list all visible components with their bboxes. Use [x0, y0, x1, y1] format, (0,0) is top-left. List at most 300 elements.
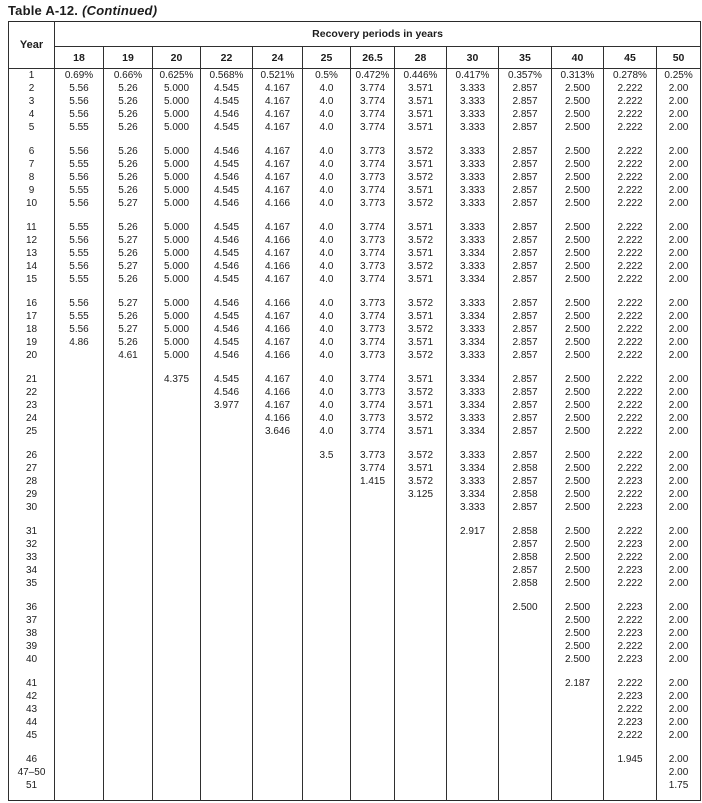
value-cell: 2.00 [657, 475, 701, 488]
spacer-cell [104, 134, 153, 145]
value-cell: 2.222 [604, 425, 657, 438]
value-cell: 5.000 [153, 158, 201, 171]
spacer-cell [9, 438, 55, 449]
spacer-cell [201, 590, 253, 601]
spacer-cell [9, 590, 55, 601]
value-cell: 2.00 [657, 640, 701, 653]
year-cell: 32 [9, 538, 55, 551]
value-cell: 3.333 [447, 297, 499, 310]
value-cell [153, 399, 201, 412]
value-cell: 2.500 [552, 412, 604, 425]
value-cell: 5.000 [153, 171, 201, 184]
value-cell [104, 449, 153, 462]
value-cell: 2.00 [657, 247, 701, 260]
spacer-cell [9, 362, 55, 373]
value-cell [153, 601, 201, 614]
value-cell: 2.857 [499, 501, 552, 514]
table-row [9, 171, 701, 184]
value-cell: 0.417% [447, 69, 499, 83]
column-header: 25 [303, 47, 351, 69]
value-cell: 5.26 [104, 145, 153, 158]
value-cell [201, 677, 253, 690]
spacer-cell [657, 286, 701, 297]
spacer-cell [253, 792, 303, 801]
value-cell: 4.166 [253, 386, 303, 399]
column-header: 40 [552, 47, 604, 69]
value-cell [153, 779, 201, 792]
spacer-cell [552, 792, 604, 801]
value-cell: 4.545 [201, 373, 253, 386]
spacer-cell [104, 514, 153, 525]
value-cell: 3.333 [447, 184, 499, 197]
value-cell: 2.857 [499, 564, 552, 577]
value-cell: 2.00 [657, 653, 701, 666]
value-cell: 3.333 [447, 323, 499, 336]
value-cell: 2.500 [552, 171, 604, 184]
value-cell: 3.334 [447, 310, 499, 323]
value-cell: 5.000 [153, 247, 201, 260]
value-cell: 2.00 [657, 753, 701, 766]
table-row [9, 577, 701, 590]
value-cell: 2.500 [552, 310, 604, 323]
spacer-cell [499, 134, 552, 145]
value-cell [104, 779, 153, 792]
value-cell: 5.56 [55, 95, 104, 108]
year-cell: 41 [9, 677, 55, 690]
value-cell [351, 488, 395, 501]
value-cell [104, 412, 153, 425]
value-cell [351, 564, 395, 577]
value-cell [153, 677, 201, 690]
value-cell: 0.313% [552, 69, 604, 83]
year-cell: 12 [9, 234, 55, 247]
value-cell: 4.545 [201, 95, 253, 108]
spacer-cell [153, 362, 201, 373]
value-cell: 2.857 [499, 273, 552, 286]
value-cell: 4.166 [253, 323, 303, 336]
value-cell [499, 690, 552, 703]
value-cell [303, 627, 351, 640]
value-cell: 2.00 [657, 386, 701, 399]
table-row [9, 614, 701, 627]
spacer-cell [104, 210, 153, 221]
value-cell [447, 716, 499, 729]
year-cell: 27 [9, 462, 55, 475]
value-cell: 3.572 [395, 349, 447, 362]
value-cell [447, 627, 499, 640]
value-cell: 4.167 [253, 121, 303, 134]
table-row [9, 234, 701, 247]
value-cell: 5.55 [55, 184, 104, 197]
value-cell: 3.333 [447, 349, 499, 362]
value-cell: 2.222 [604, 323, 657, 336]
value-cell [303, 551, 351, 564]
value-cell [395, 538, 447, 551]
value-cell: 3.773 [351, 323, 395, 336]
value-cell: 2.500 [552, 538, 604, 551]
spacer-cell [657, 792, 701, 801]
value-cell: 5.000 [153, 297, 201, 310]
value-cell: 5.26 [104, 171, 153, 184]
value-cell [55, 640, 104, 653]
spacer-cell [201, 134, 253, 145]
value-cell: 2.00 [657, 703, 701, 716]
value-cell [104, 640, 153, 653]
column-header: 24 [253, 47, 303, 69]
value-cell: 3.774 [351, 82, 395, 95]
spacer-cell [55, 514, 104, 525]
value-cell [253, 766, 303, 779]
value-cell [153, 425, 201, 438]
value-cell: 3.977 [201, 399, 253, 412]
value-cell [104, 577, 153, 590]
value-cell: 2.222 [604, 577, 657, 590]
value-cell: 2.00 [657, 184, 701, 197]
value-cell: 3.571 [395, 108, 447, 121]
value-cell: 2.00 [657, 677, 701, 690]
value-cell [303, 779, 351, 792]
value-cell: 3.333 [447, 260, 499, 273]
value-cell: 3.334 [447, 425, 499, 438]
value-cell [55, 475, 104, 488]
value-cell [351, 538, 395, 551]
value-cell [447, 753, 499, 766]
value-cell: 2.500 [552, 551, 604, 564]
value-cell [303, 690, 351, 703]
value-cell: 2.857 [499, 323, 552, 336]
column-header: 20 [153, 47, 201, 69]
value-cell: 5.000 [153, 197, 201, 210]
value-cell: 3.333 [447, 501, 499, 514]
value-cell: 4.545 [201, 310, 253, 323]
value-cell [201, 716, 253, 729]
value-cell [351, 766, 395, 779]
value-cell [253, 779, 303, 792]
table-row [9, 627, 701, 640]
spacer-cell [104, 362, 153, 373]
value-cell: 3.333 [447, 197, 499, 210]
spacer-cell [447, 134, 499, 145]
table-row [9, 386, 701, 399]
value-cell: 2.857 [499, 538, 552, 551]
year-cell: 23 [9, 399, 55, 412]
value-cell [201, 538, 253, 551]
value-cell: 3.774 [351, 184, 395, 197]
value-cell: 4.167 [253, 184, 303, 197]
value-cell: 5.000 [153, 95, 201, 108]
value-cell: 3.773 [351, 297, 395, 310]
table-row [9, 69, 701, 83]
value-cell: 3.571 [395, 184, 447, 197]
value-cell: 2.222 [604, 488, 657, 501]
column-header: 30 [447, 47, 499, 69]
spacer-cell [657, 210, 701, 221]
value-cell: 2.222 [604, 386, 657, 399]
spacer-cell [55, 742, 104, 753]
spacer-cell [552, 666, 604, 677]
value-cell [253, 525, 303, 538]
spacer-cell [657, 362, 701, 373]
value-cell [55, 779, 104, 792]
spacer-cell [552, 742, 604, 753]
value-cell [253, 690, 303, 703]
value-cell [55, 627, 104, 640]
value-cell: 2.00 [657, 221, 701, 234]
value-cell: 5.000 [153, 336, 201, 349]
value-cell: 2.500 [552, 336, 604, 349]
value-cell: 3.333 [447, 82, 499, 95]
spacer-cell [303, 590, 351, 601]
value-cell: 2.500 [552, 273, 604, 286]
value-cell: 2.00 [657, 614, 701, 627]
value-cell: 4.545 [201, 82, 253, 95]
value-cell: 3.773 [351, 349, 395, 362]
table-row [9, 197, 701, 210]
value-cell: 3.571 [395, 373, 447, 386]
value-cell: 2.222 [604, 158, 657, 171]
value-cell: 3.334 [447, 247, 499, 260]
year-cell: 1 [9, 69, 55, 83]
table-header [9, 22, 701, 69]
value-cell [395, 729, 447, 742]
spacer-cell [303, 792, 351, 801]
spacer-cell [9, 134, 55, 145]
value-cell: 2.222 [604, 247, 657, 260]
value-cell [201, 551, 253, 564]
spacer-cell [395, 210, 447, 221]
value-cell: 4.0 [303, 425, 351, 438]
value-cell: 2.222 [604, 462, 657, 475]
table-row [9, 779, 701, 792]
year-cell: 26 [9, 449, 55, 462]
spacer-cell [395, 134, 447, 145]
value-cell: 2.222 [604, 677, 657, 690]
value-cell: 2.500 [552, 95, 604, 108]
value-cell [153, 703, 201, 716]
spacer-cell [201, 666, 253, 677]
value-cell: 5.26 [104, 184, 153, 197]
value-cell [201, 475, 253, 488]
value-cell: 4.167 [253, 336, 303, 349]
value-cell: 3.333 [447, 412, 499, 425]
value-cell: 2.857 [499, 82, 552, 95]
value-cell: 4.0 [303, 349, 351, 362]
value-cell: 2.00 [657, 121, 701, 134]
value-cell [55, 501, 104, 514]
spacer-cell [447, 742, 499, 753]
table-row [9, 373, 701, 386]
value-cell: 3.571 [395, 425, 447, 438]
spacer-cell [395, 742, 447, 753]
value-cell [153, 627, 201, 640]
value-cell [351, 614, 395, 627]
value-cell: 2.00 [657, 373, 701, 386]
value-cell: 2.500 [552, 108, 604, 121]
year-cell: 2 [9, 82, 55, 95]
value-cell: 2.500 [552, 184, 604, 197]
value-cell: 5.26 [104, 336, 153, 349]
value-cell: 2.858 [499, 525, 552, 538]
value-cell: 2.00 [657, 82, 701, 95]
spacer-cell [657, 438, 701, 449]
recovery-periods-header: Recovery periods in years [55, 22, 701, 47]
year-cell: 20 [9, 349, 55, 362]
spacer-cell [303, 210, 351, 221]
value-cell: 2.857 [499, 95, 552, 108]
value-cell [395, 677, 447, 690]
value-cell: 3.334 [447, 373, 499, 386]
value-cell: 5.000 [153, 260, 201, 273]
value-cell: 2.00 [657, 349, 701, 362]
year-cell: 9 [9, 184, 55, 197]
value-cell: 5.26 [104, 247, 153, 260]
year-cell: 8 [9, 171, 55, 184]
value-cell: 2.500 [552, 449, 604, 462]
value-cell: 5.26 [104, 158, 153, 171]
value-cell [153, 501, 201, 514]
value-cell: 0.5% [303, 69, 351, 83]
spacer-cell [253, 666, 303, 677]
value-cell: 4.0 [303, 247, 351, 260]
value-cell [104, 399, 153, 412]
value-cell: 3.774 [351, 399, 395, 412]
value-cell [351, 677, 395, 690]
value-cell: 5.55 [55, 247, 104, 260]
value-cell [395, 703, 447, 716]
column-header: 22 [201, 47, 253, 69]
value-cell: 2.222 [604, 108, 657, 121]
value-cell: 5.26 [104, 310, 153, 323]
value-cell [447, 564, 499, 577]
value-cell: 3.572 [395, 449, 447, 462]
value-cell: 4.0 [303, 386, 351, 399]
year-cell: 10 [9, 197, 55, 210]
value-cell: 2.500 [552, 323, 604, 336]
value-cell [104, 690, 153, 703]
spacer-cell [395, 666, 447, 677]
value-cell: 5.000 [153, 145, 201, 158]
value-cell: 4.546 [201, 349, 253, 362]
value-cell: 4.546 [201, 171, 253, 184]
value-cell [153, 564, 201, 577]
value-cell: 5.26 [104, 95, 153, 108]
year-cell: 22 [9, 386, 55, 399]
spacer-cell [395, 362, 447, 373]
value-cell: 4.166 [253, 297, 303, 310]
value-cell: 2.00 [657, 412, 701, 425]
value-cell: 3.571 [395, 158, 447, 171]
spacer-cell [552, 590, 604, 601]
value-cell [253, 577, 303, 590]
value-cell: 2.222 [604, 297, 657, 310]
spacer-cell [55, 792, 104, 801]
value-cell: 4.545 [201, 158, 253, 171]
value-cell [351, 653, 395, 666]
value-cell: 4.0 [303, 399, 351, 412]
year-cell: 4 [9, 108, 55, 121]
value-cell [395, 525, 447, 538]
value-cell: 3.773 [351, 386, 395, 399]
table-row [9, 462, 701, 475]
year-cell: 16 [9, 297, 55, 310]
value-cell [253, 488, 303, 501]
table-title-continued: (Continued) [82, 3, 158, 18]
spacer-cell [303, 286, 351, 297]
value-cell: 3.774 [351, 273, 395, 286]
value-cell [552, 690, 604, 703]
value-cell [153, 614, 201, 627]
value-cell: 5.000 [153, 273, 201, 286]
value-cell [104, 488, 153, 501]
column-header: 35 [499, 47, 552, 69]
spacer-cell [153, 514, 201, 525]
value-cell: 3.571 [395, 336, 447, 349]
value-cell: 1.415 [351, 475, 395, 488]
value-cell: 2.222 [604, 703, 657, 716]
value-cell [153, 412, 201, 425]
value-cell: 4.546 [201, 260, 253, 273]
value-cell: 3.572 [395, 475, 447, 488]
value-cell [395, 551, 447, 564]
value-cell: 2.857 [499, 475, 552, 488]
value-cell [55, 577, 104, 590]
value-cell: 5.000 [153, 121, 201, 134]
value-cell: 2.500 [552, 462, 604, 475]
value-cell [303, 729, 351, 742]
value-cell [499, 766, 552, 779]
spacer-cell [253, 286, 303, 297]
value-cell [55, 766, 104, 779]
spacer-cell [604, 742, 657, 753]
value-cell: 2.222 [604, 449, 657, 462]
value-cell [104, 677, 153, 690]
value-cell: 2.00 [657, 158, 701, 171]
spacer-cell [351, 590, 395, 601]
value-cell [55, 412, 104, 425]
table-title-label: Table A-12. [8, 3, 79, 18]
value-cell: 1.945 [604, 753, 657, 766]
value-cell [253, 614, 303, 627]
spacer-cell [9, 514, 55, 525]
table-row [9, 145, 701, 158]
value-cell: 4.0 [303, 310, 351, 323]
value-cell [55, 703, 104, 716]
spacer-cell [55, 590, 104, 601]
value-cell [395, 753, 447, 766]
value-cell [153, 488, 201, 501]
value-cell: 2.222 [604, 197, 657, 210]
value-cell [552, 766, 604, 779]
value-cell [253, 501, 303, 514]
value-cell: 2.222 [604, 145, 657, 158]
value-cell: 4.61 [104, 349, 153, 362]
value-cell: 4.546 [201, 234, 253, 247]
column-header: 45 [604, 47, 657, 69]
value-cell: 2.222 [604, 614, 657, 627]
column-header: 28 [395, 47, 447, 69]
value-cell: 4.546 [201, 108, 253, 121]
spacer-cell [395, 514, 447, 525]
spacer-cell [55, 286, 104, 297]
value-cell [201, 601, 253, 614]
year-cell: 31 [9, 525, 55, 538]
value-cell: 3.773 [351, 234, 395, 247]
value-cell [153, 449, 201, 462]
value-cell [55, 373, 104, 386]
spacer-cell [351, 134, 395, 145]
spacer-cell [447, 792, 499, 801]
table-row [9, 95, 701, 108]
